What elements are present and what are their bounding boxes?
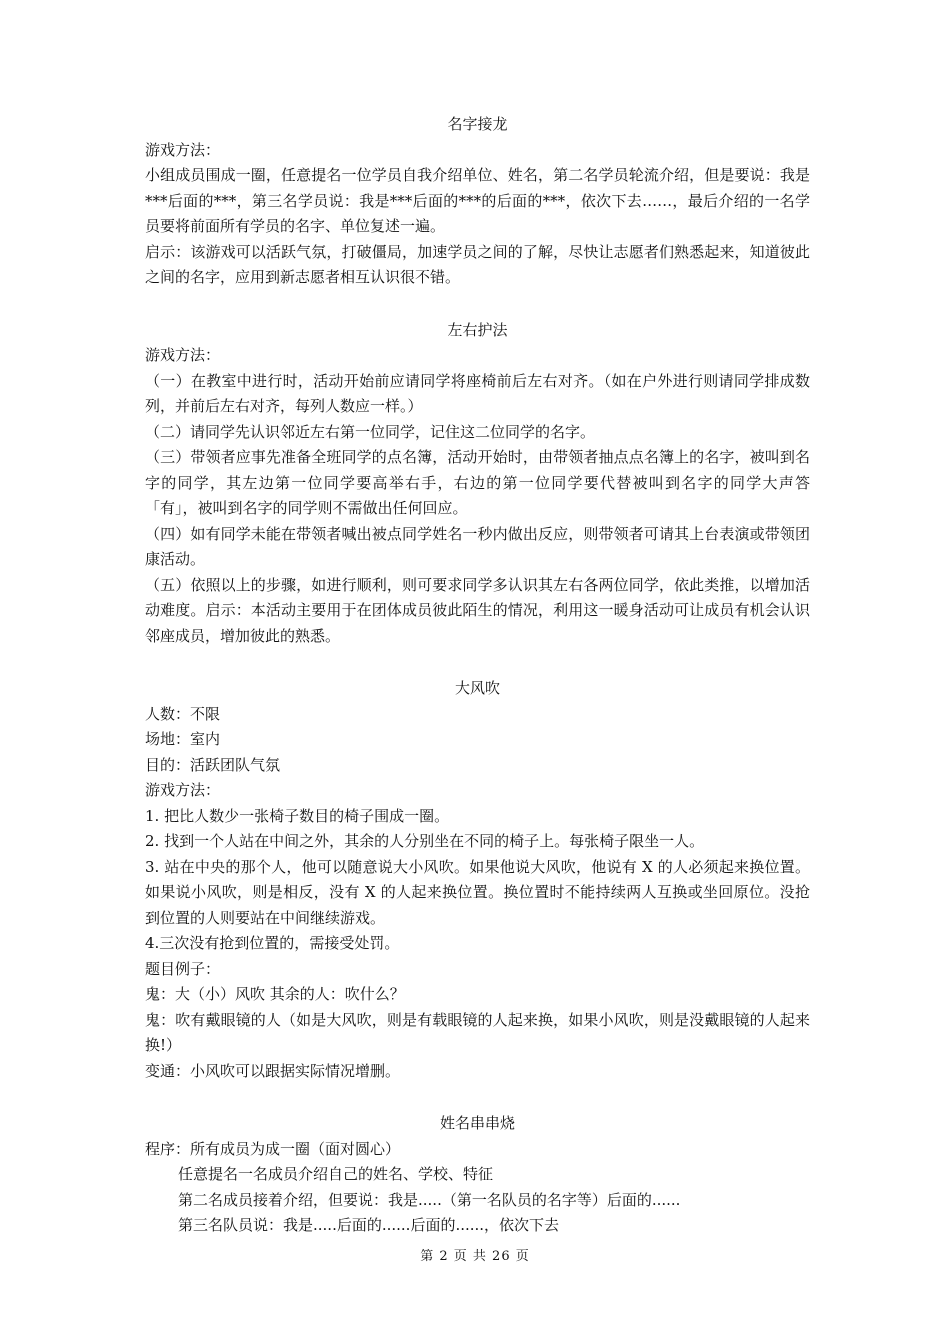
paragraph: 鬼：大（小）风吹 其余的人：吹什么？ [145, 985, 405, 1003]
indented-paragraph: 第三名队员说：我是.....后面的......后面的......，依次下去 [178, 1216, 560, 1234]
page-footer: 第 2 页 共 26 页 [420, 1249, 530, 1264]
section-big-wind-blows [145, 676, 810, 1084]
paragraph: 启示：该游戏可以活跃气氛，打破僵局，加速学员之间的了解，尽快让志愿者们熟悉起来，知道彼此之间的名字，应用到新志愿者相互认识很不错。 [145, 242, 810, 286]
section-title: 姓名串串烧 [439, 1114, 515, 1132]
paragraph: 小组成员围成一圈，任意提名一位学员自我介绍单位、姓名，第二名学员轮流介绍，但是要说：我是***后面的***，第三名学员说：我是***后面的***的后面的***，依次下去……，最后介绍的一名学员要将前面所有学员的名字、单位复述一遍。 [145, 166, 810, 235]
paragraph: 游戏方法： [145, 140, 221, 159]
paragraph: 场地：室内 [145, 730, 221, 748]
paragraph: （三）带领者应事先准备全班同学的点名簿，活动开始时，由带领者抽点点名簿上的名字，被叫到名字的同学，其左边第一位同学要高举右手，右边的第一位同学要代替被叫到名字的同学大声答「有」，被叫到名字的同学则不需做出任何回应。 [145, 448, 810, 517]
paragraph: 人数：不限 [145, 704, 221, 723]
section-gap [145, 291, 810, 318]
paragraph: 程序：所有成员为成一圈（面对圆心） [145, 1139, 401, 1158]
section-name-chain [145, 112, 810, 291]
section-title: 大风吹 [454, 679, 500, 697]
section-title: 左右护法 [447, 320, 508, 339]
paragraph: （五）依照以上的步骤，如进行顺利，则可要求同学多认识其左右各两位同学，依此类推，以增加活动难度。启示：本活动主要用于在团体成员彼此陌生的情况，利用这一暖身活动可让成员有机会认识邻座成员，增加彼此的熟悉。 [145, 575, 810, 645]
section-left-right-guardians [145, 318, 810, 650]
indented-paragraph: 任意提名一名成员介绍自己的姓名、学校、特征 [178, 1165, 494, 1183]
section-gap [145, 1084, 810, 1111]
paragraph: 3. 站在中央的那个人，他可以随意说大小风吹。如果他说大风吹，他说有 X 的人必须起来换位置。如果说小风吹，则是相反，没有 X 的人起来换位置。换位置时不能持续两人互换或坐回原位。没抢到位置的人则要站在中间继续游戏。 [145, 857, 810, 927]
indented-paragraph: 第二名成员接着介绍，但要说：我是.....（第一名队员的名字等）后面的...... [178, 1190, 681, 1209]
paragraph: （一）在教室中进行时，活动开始前应请同学将座椅前后左右对齐。（如在户外进行则请同学排成数列，并前后左右对齐，每列人数应一样。） [145, 371, 810, 415]
paragraph: 鬼：吹有戴眼镜的人（如是大风吹，则是有载眼镜的人起来换，如果小风吹，则是没戴眼镜的人起来换!） [145, 1010, 810, 1054]
paragraph: 1. 把比人数少一张椅子数目的椅子围成一圈。 [145, 806, 450, 825]
paragraph: （二）请同学先认识邻近左右第一位同学，记住这二位同学的名字。 [145, 422, 596, 441]
paragraph: 目的：活跃团队气氛 [145, 755, 281, 774]
paragraph: 题目例子： [145, 959, 221, 978]
paragraph: 2. 找到一个人站在中间之外，其余的人分别坐在不同的椅子上。每张椅子限坐一人。 [145, 832, 705, 850]
section-name-skewer [145, 1111, 810, 1239]
document-body [145, 112, 810, 1239]
paragraph: 变通：小风吹可以跟据实际情况增删。 [145, 1061, 401, 1080]
paragraph: 游戏方法： [145, 781, 221, 799]
section-title: 名字接龙 [447, 115, 508, 133]
paragraph: 4.三次没有抢到位置的，需接受处罚。 [145, 934, 400, 952]
paragraph: 游戏方法： [145, 346, 221, 364]
paragraph: （四）如有同学未能在带领者喊出被点同学姓名一秒内做出反应，则带领者可请其上台表演或带领团康活动。 [145, 524, 810, 568]
section-gap [145, 649, 810, 676]
